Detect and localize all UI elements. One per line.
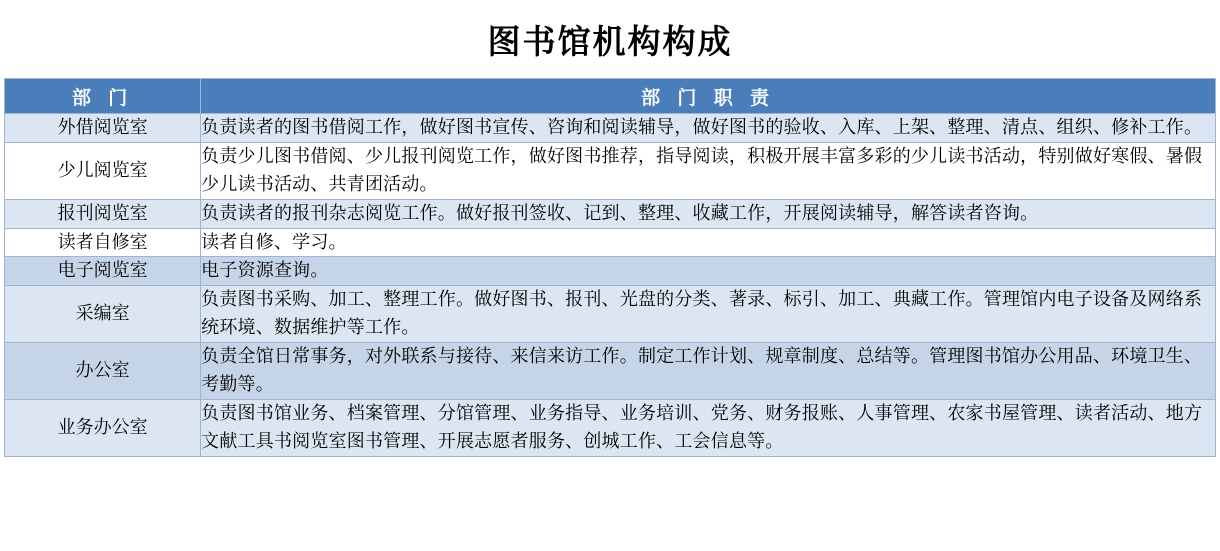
cell-duty: 负责图书馆业务、档案管理、分馆管理、业务指导、业务培训、党务、财务报账、人事管理、农家书屋管理、读者活动、地方文献工具书阅览室图书管理、开展志愿者服务、创城工作、工会信息等。: [201, 399, 1216, 456]
cell-department: 少儿阅览室: [5, 142, 201, 199]
table-row: [5, 142, 1216, 199]
cell-duty: 负责全馆日常事务，对外联系与接待、来信来访工作。制定工作计划、规章制度、总结等。管理图书馆办公用品、环境卫生、考勤等。: [201, 343, 1216, 400]
table-header-row: [5, 79, 1216, 114]
cell-department: 外借阅览室: [5, 114, 201, 143]
cell-department: 业务办公室: [5, 399, 201, 456]
organization-table: [4, 78, 1216, 457]
cell-duty: 负责读者的图书借阅工作，做好图书宣传、咨询和阅读辅导，做好图书的验收、入库、上架、整理、清点、组织、修补工作。: [201, 114, 1216, 143]
column-header-department: 部 门: [5, 79, 201, 114]
cell-duty: 负责图书采购、加工、整理工作。做好图书、报刊、光盘的分类、著录、标引、加工、典藏工作。管理馆内电子设备及网络系统环境、数据维护等工作。: [201, 286, 1216, 343]
cell-department: 报刊阅览室: [5, 199, 201, 228]
cell-department: 读者自修室: [5, 228, 201, 257]
cell-department: 电子阅览室: [5, 257, 201, 286]
cell-duty: 负责读者的报刊杂志阅览工作。做好报刊签收、记到、整理、收藏工作，开展阅读辅导，解答读者咨询。: [201, 199, 1216, 228]
cell-duty: 电子资源查询。: [201, 257, 1216, 286]
table-row: [5, 257, 1216, 286]
cell-department: 办公室: [5, 343, 201, 400]
table-row: [5, 228, 1216, 257]
cell-department: 采编室: [5, 286, 201, 343]
table-row: [5, 343, 1216, 400]
table-row: [5, 286, 1216, 343]
table-row: [5, 399, 1216, 456]
cell-duty: 负责少儿图书借阅、少儿报刊阅览工作，做好图书推荐，指导阅读，积极开展丰富多彩的少儿读书活动，特别做好寒假、暑假少儿读书活动、共青团活动。: [201, 142, 1216, 199]
cell-duty: 读者自修、学习。: [201, 228, 1216, 257]
table-row: [5, 114, 1216, 143]
page-title: 图书馆机构构成: [487, 21, 733, 61]
column-header-duty: 部 门 职 责: [201, 79, 1216, 114]
table-body: [5, 114, 1216, 457]
table-row: [5, 199, 1216, 228]
title-row: [4, 0, 1216, 78]
